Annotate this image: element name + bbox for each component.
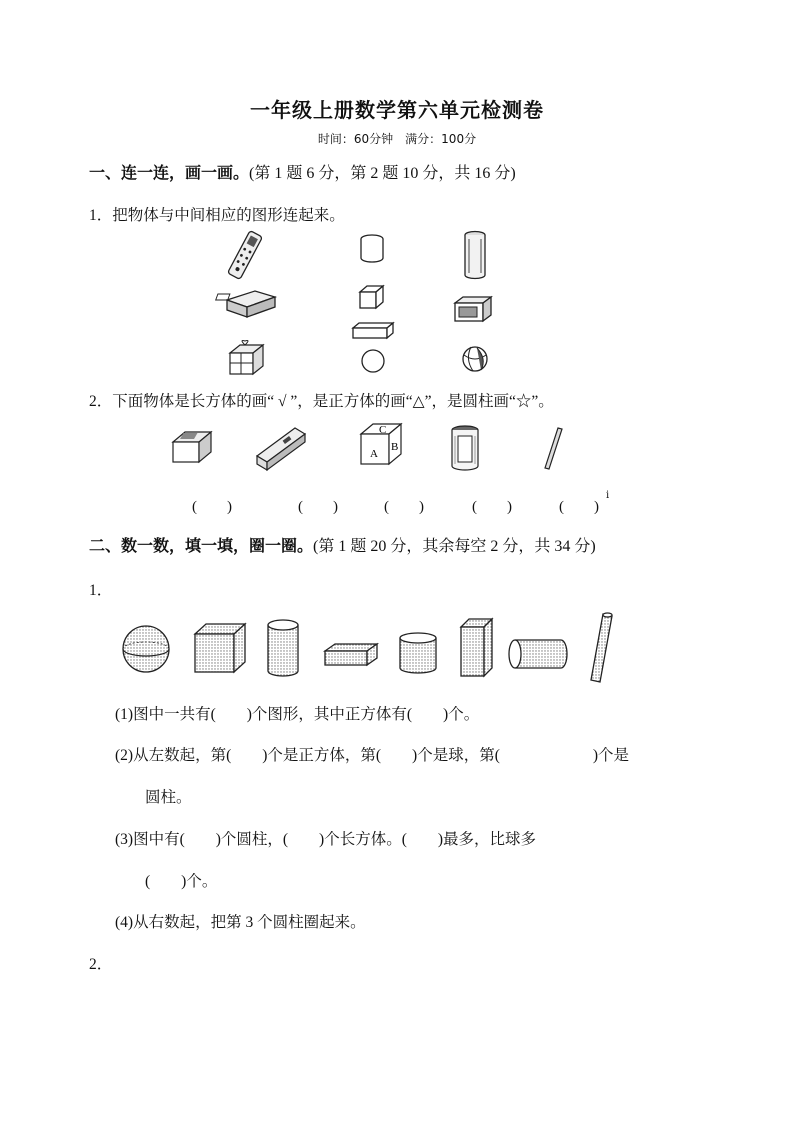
shape-8-cylinder bbox=[591, 613, 612, 682]
shape-2-cube bbox=[195, 624, 245, 672]
block-letter-a: A bbox=[370, 448, 378, 460]
question-1-2: 2．下面物体是长方体的画“ √ ”，是正方体的画“△”，是圆柱画“☆”。 bbox=[89, 393, 554, 410]
remote-control-image bbox=[228, 231, 263, 280]
answer-blank-5[interactable]: ( ) bbox=[559, 499, 599, 515]
exam-info: 时间：60分钟 满分：100分 bbox=[317, 132, 477, 146]
book-box-image bbox=[216, 291, 275, 317]
section-1-title: 一、连一连，画一画。 bbox=[89, 163, 250, 182]
cylinder-shape bbox=[361, 235, 383, 262]
letter-block-image bbox=[361, 424, 401, 464]
answer-blank-1[interactable]: ( ) bbox=[192, 499, 232, 515]
can-image bbox=[465, 232, 485, 279]
ball-image bbox=[463, 347, 487, 371]
block-letter-b: B bbox=[391, 441, 399, 453]
answer-blank-2[interactable]: ( ) bbox=[298, 499, 338, 515]
shape-5-cylinder bbox=[400, 633, 436, 673]
block-letter-c: C bbox=[379, 424, 387, 436]
section-1-score-note: (第 1 题 6 分，第 2 题 10 分，共 16 分) bbox=[249, 165, 516, 182]
solid-objects-row bbox=[165, 420, 585, 475]
sub-question-4: (4)从右数起，把第 3 个圆柱圈起来。 bbox=[115, 914, 366, 931]
sphere-shape bbox=[362, 350, 384, 372]
jar-image bbox=[452, 426, 478, 470]
shape-6-cuboid bbox=[461, 619, 492, 676]
question-1-1: 1．把物体与中间相应的图形连起来。 bbox=[89, 207, 345, 224]
shape-3-cylinder bbox=[268, 620, 298, 676]
sub-question-3-continued: ( )个。 bbox=[145, 873, 218, 890]
gift-box-image bbox=[230, 341, 263, 375]
sub-question-3: (3)图中有( )个圆柱，( )个长方体。( )最多，比球多 bbox=[115, 831, 537, 848]
tissue-box-image bbox=[173, 432, 211, 462]
section-2-heading bbox=[89, 533, 596, 556]
section-1-heading bbox=[89, 160, 516, 183]
answer-blank-4[interactable]: ( ) bbox=[472, 499, 512, 515]
section-2-score-note: (第 1 题 20 分，其余每空 2 分，共 34 分) bbox=[313, 538, 596, 555]
page-title: 一年级上册数学第六单元检测卷 bbox=[250, 98, 544, 122]
question-2-2-label: 2． bbox=[89, 956, 113, 973]
sub-question-2-continued: 圆柱。 bbox=[145, 789, 192, 806]
cuboid-shape bbox=[353, 323, 393, 338]
sub-question-1: (1)图中一共有( )个图形，其中正方体有( )个。 bbox=[115, 706, 480, 723]
shape-4-cuboid bbox=[325, 644, 377, 665]
shape-7-cylinder bbox=[509, 640, 567, 668]
long-box-image bbox=[257, 428, 305, 470]
question-2-1-label: 1． bbox=[89, 582, 113, 599]
section-2-title: 二、数一数，填一填，圈一圈。 bbox=[89, 536, 314, 555]
stray-mark: i bbox=[606, 490, 610, 501]
answer-blank-3[interactable]: ( ) bbox=[384, 499, 424, 515]
sub-question-2: (2)从左数起，第( )个是正方体，第( )个是球，第( )个是 bbox=[115, 747, 630, 764]
pencil-image bbox=[545, 428, 562, 469]
matching-objects-illustration bbox=[215, 225, 505, 380]
shapes-row-illustration bbox=[115, 608, 625, 688]
cube-shape bbox=[360, 286, 383, 308]
oven-image bbox=[455, 297, 491, 321]
shape-1-sphere bbox=[123, 626, 169, 672]
